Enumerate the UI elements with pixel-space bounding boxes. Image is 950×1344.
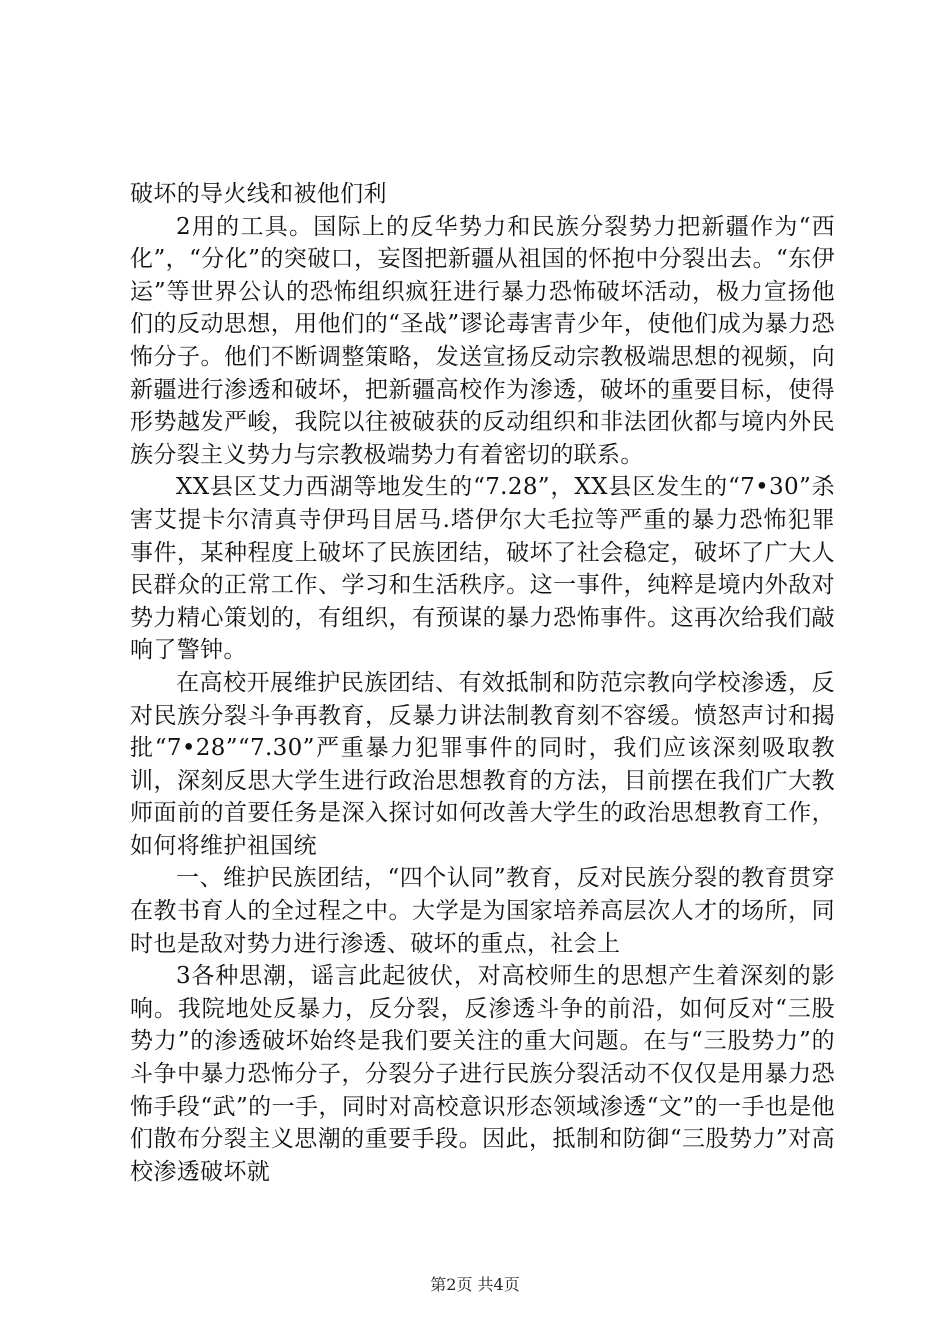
paragraph-1: 破坏的导火线和被他们利 bbox=[130, 181, 387, 207]
document-body bbox=[130, 178, 835, 1188]
paragraph-3: XX县区艾力西湖等地发生的“7.28”，XX县区发生的“7•30”杀害艾提卡尔清真寺伊玛目居马.塔伊尔大毛拉等严重的暴力恐怖犯罪事件，某种程度上破坏了民族团结，破坏了社会稳定，破坏了广大人民群众的正常工作、学习和生活秩序。这一事件，纯粹是境内外敌对势力精心策划的，有组织，有预谋的暴力恐怖事件。这再次给我们敲响了警钟。 bbox=[130, 474, 835, 664]
paragraph-5: 一、维护民族团结，“四个认同”教育，反对民族分裂的教育贯穿在教书育人的全过程之中。大学是为国家培养高层次人才的场所，同时也是敌对势力进行渗透、破坏的重点，社会上 bbox=[130, 865, 835, 957]
paragraph-4: 在高校开展维护民族团结、有效抵制和防范宗教向学校渗透，反对民族分裂斗争再教育，反暴力讲法制教育刻不容缓。愤怒声讨和揭批“7•28”“7.30”严重暴力犯罪事件的同时，我们应该深刻吸取教训，深刻反思大学生进行政治思想教育的方法，目前摆在我们广大教师面前的首要任务是深入探讨如何改善大学生的政治思想教育工作，如何将维护祖国统 bbox=[130, 669, 835, 859]
paragraph-6: 3各种思潮，谣言此起彼伏，对高校师生的思想产生着深刻的影响。我院地处反暴力，反分裂，反渗透斗争的前沿，如何反对“三股势力”的渗透破坏始终是我们要关注的重大问题。在与“三股势力”的斗争中暴力恐怖分子，分裂分子进行民族分裂活动不仅仅是用暴力恐怖手段“武”的一手，同时对高校意识形态领域渗透“文”的一手也是他们散布分裂主义思潮的重要手段。因此，抵制和防御“三股势力”对高校渗透破坏就 bbox=[130, 963, 835, 1185]
paragraph-2: 2用的工具。国际上的反华势力和民族分裂势力把新疆作为“西化”，“分化”的突破口，妄图把新疆从祖国的怀抱中分裂出去。“东伊运”等世界公认的恐怖组织疯狂进行暴力恐怖破坏活动，极力宣扬他们的反动思想，用他们的“圣战”谬论毒害青少年，使他们成为暴力恐怖分子。他们不断调整策略，发送宣扬反动宗教极端思想的视频，向新疆进行渗透和破坏，把新疆高校作为渗透，破坏的重要目标，使得形势越发严峻，我院以往被破获的反动组织和非法团伙都与境内外民族分裂主义势力与宗教极端势力有着密切的联系。 bbox=[130, 213, 835, 468]
page-number-footer: 第2页 共4页 bbox=[430, 1275, 520, 1294]
